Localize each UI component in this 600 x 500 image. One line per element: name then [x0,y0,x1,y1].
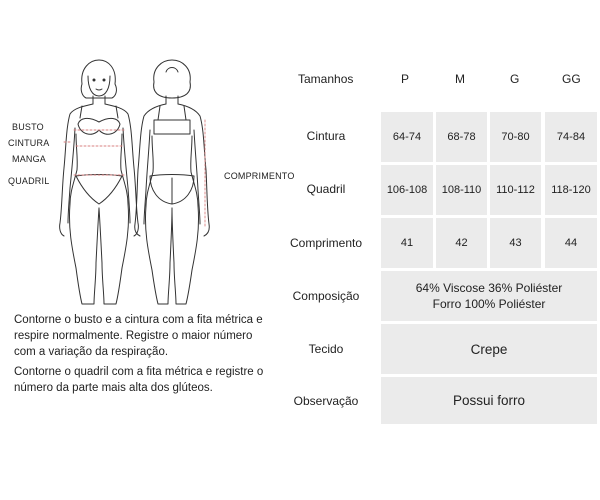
cell-comprimento-gg: 44 [545,218,597,268]
header-size-g: G [510,72,520,86]
label-quadril: QUADRIL [8,176,50,186]
front-figure [60,60,139,304]
cell-cintura-p: 64-74 [381,112,433,162]
label-manga: MANGA [12,154,47,164]
body-figures [0,58,300,313]
header-size-p: P [401,72,410,86]
row-label-cintura: Cintura [306,129,346,143]
row-label-comprimento: Comprimento [289,236,363,250]
header-size-gg: GG [562,72,581,86]
cell-composicao [381,271,597,321]
instruction-quadril: Contorne o quadril com a fita métrica e registre o número da parte mais alta dos glúteos. [14,366,264,394]
cell-comprimento-p: 41 [381,218,433,268]
cell-quadril-m: 108-110 [436,165,487,215]
header-tamanhos: Tamanhos [298,72,354,86]
label-busto: BUSTO [12,122,44,132]
cell-comprimento-m: 42 [436,218,487,268]
row-label-quadril: Quadril [306,182,346,196]
cell-quadril-gg: 118-120 [545,165,597,215]
row-label-tecido: Tecido [308,342,344,356]
cell-tecido: Crepe [381,324,597,374]
cell-quadril-g: 110-112 [490,165,541,215]
composicao-line2: Forro 100% Poliéster [432,297,546,311]
label-cintura: CINTURA [8,138,50,148]
back-figure [135,60,210,304]
cell-cintura-gg: 74-84 [545,112,597,162]
cell-cintura-m: 68-78 [436,112,487,162]
cell-quadril-p: 106-108 [381,165,433,215]
composicao-line1: 64% Viscose 36% Poliéster [415,281,563,295]
cell-comprimento-g: 43 [490,218,541,268]
cell-cintura-g: 70-80 [490,112,541,162]
instruction-busto-cintura: Contorne o busto e a cintura com a fita métrica e respire normalmente. Registre o maior número com a variação da respiração. [14,314,263,358]
row-label-observacao: Observação [293,394,359,408]
header-size-m: M [455,72,465,86]
label-comprimento: COMPRIMENTO [224,171,295,181]
row-label-composicao: Composição [292,289,360,303]
cell-observacao: Possui forro [381,377,597,424]
